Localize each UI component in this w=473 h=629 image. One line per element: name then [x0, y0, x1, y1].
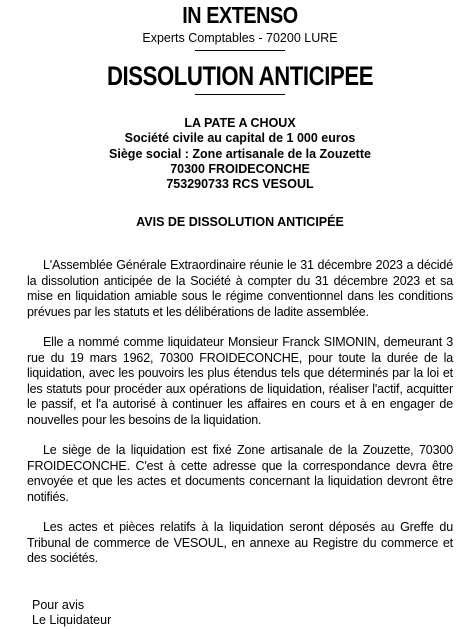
company-rcs: 753290733 RCS VESOUL	[166, 177, 314, 192]
company-city: 70300 FROIDECONCHE	[170, 161, 310, 176]
firm-subtitle: Experts Comptables - 70200 LURE	[142, 31, 338, 45]
firm-name: IN EXTENSO	[182, 2, 298, 28]
closing-block	[27, 598, 453, 629]
closing-line-pour-avis: Pour avis	[32, 597, 85, 612]
company-seat: Siège social : Zone artisanale de la Zouzette	[109, 146, 371, 161]
paragraph-filing: Les actes et pièces relatifs à la liquidation seront déposés au Greffe du Tribunal de commerce de VESOUL, en annexe au Registre du commerce et des sociétés.	[27, 520, 453, 566]
company-form: Société civile au capital de 1 000 euros	[124, 131, 356, 146]
company-block	[27, 116, 453, 192]
notice-main-title: DISSOLUTION ANTICIPEE	[106, 61, 374, 91]
closing-line-liquidator: Le Liquidateur	[32, 613, 112, 628]
paragraph-liquidator: Elle a nommé comme liquidateur Monsieur Franck SIMONIN, demeurant 3 rue du 19 mars 1962, 70300 FROIDECONCHE, pour toute la durée de la liquidation, avec les pouvoirs les plus étendus tels que déterminés par la loi et les statuts pour procéder aux opérations de liquidation, réaliser l'actif, acquitter le passif, et l'a autorisé à continuer les affaires en cours et à en engager de nouvelles pour les besoins de la liquidation.	[27, 335, 453, 427]
title-divider	[195, 94, 285, 95]
header-divider	[195, 50, 285, 51]
company-name: LA PATE A CHOUX	[184, 116, 296, 130]
paragraph-seat: Le siège de la liquidation est fixé Zone artisanale de la Zouzette, 70300 FROIDECONCHE. C'est à cette adresse que la correspondance devra être envoyée et que les actes et documents concernant la liquidation devront être notifiés.	[27, 443, 453, 504]
notice-subtitle: AVIS DE DISSOLUTION ANTICIPÉE	[136, 215, 344, 230]
paragraph-dissolution: L'Assemblée Générale Extraordinaire réunie le 31 décembre 2023 a décidé la dissolution anticipée de la Société à compter du 31 décembre 2023 et sa mise en liquidation amiable sous le régime conventionnel dans les conditions prévues par les statuts et les délibérations de ladite assemblée.	[27, 258, 453, 319]
